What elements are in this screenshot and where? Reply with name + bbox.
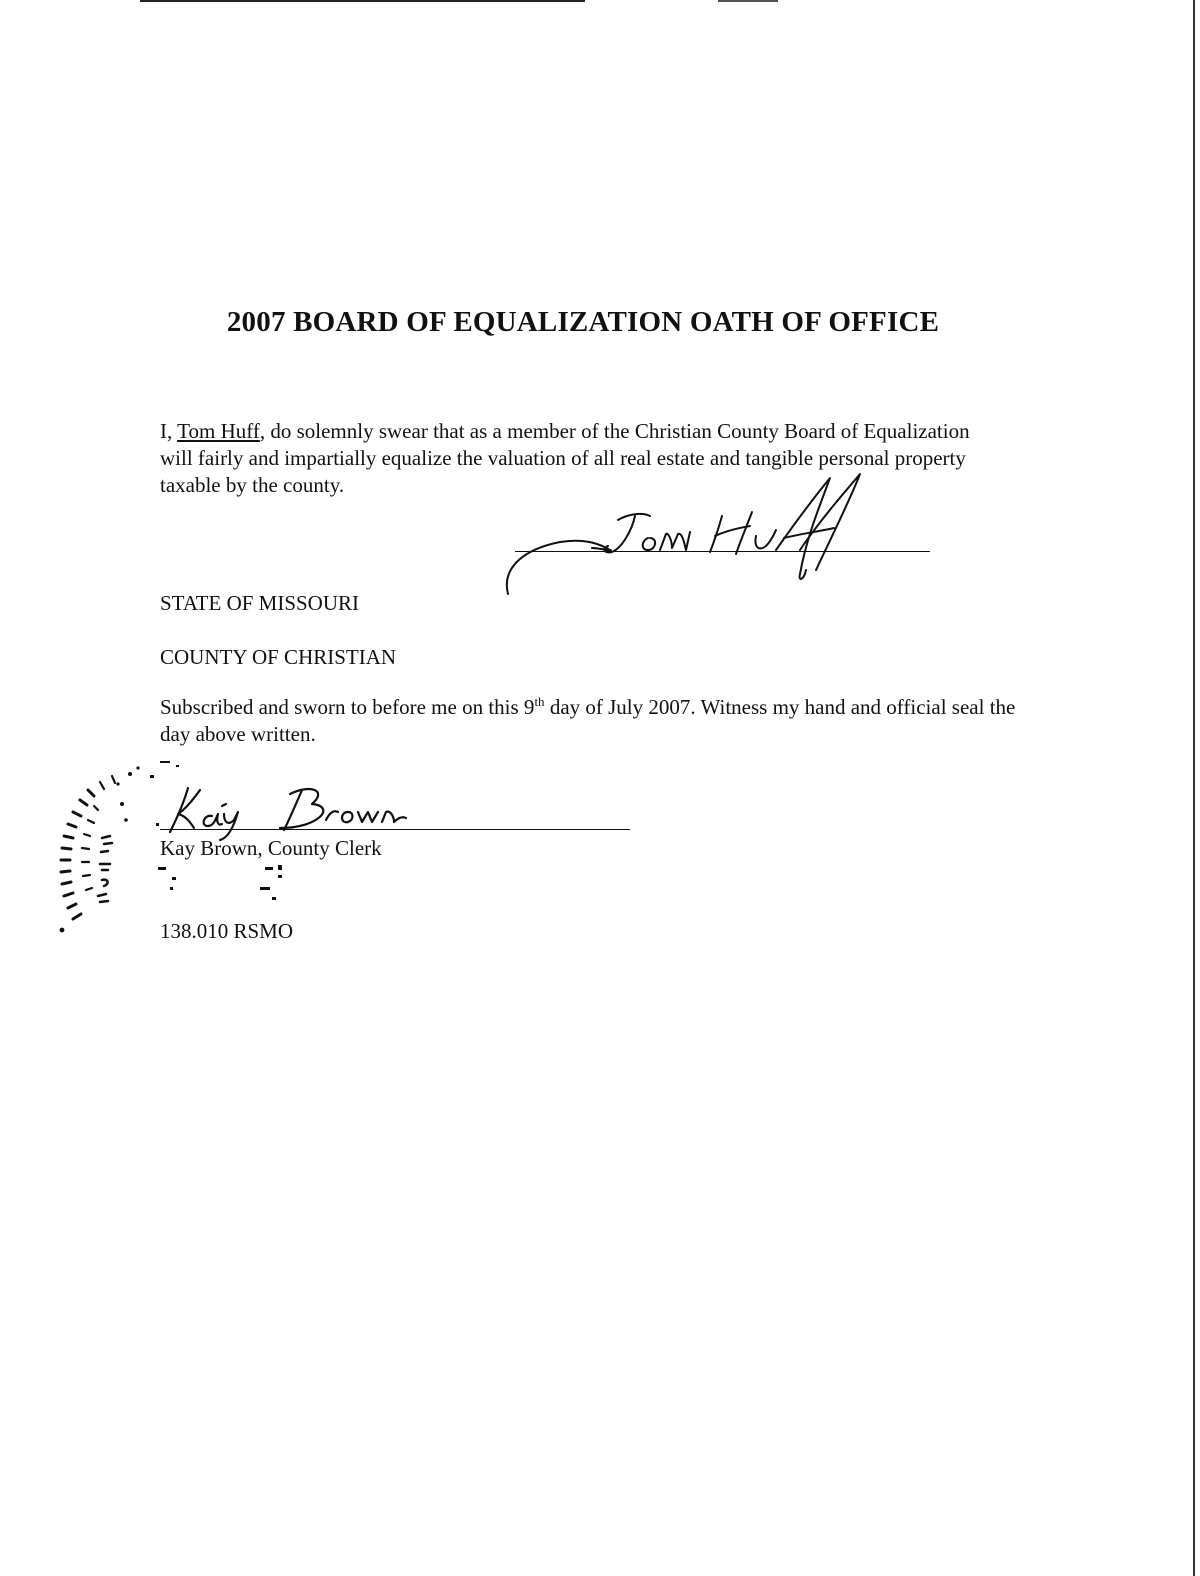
scan-edge-top-fragment xyxy=(718,0,778,2)
county-label: COUNTY OF CHRISTIAN xyxy=(160,645,397,669)
state-label: STATE OF MISSOURI xyxy=(160,591,360,615)
clerk-signature-line xyxy=(160,829,630,830)
oath-text: , do solemnly swear that as a member of the Christian County Board of Equalization will fairly and impartially equalize the valuation of all real estate and tangible personal property taxable by the county. xyxy=(160,419,970,497)
subscribed-paragraph xyxy=(160,694,1020,748)
document-title: 2007 BOARD OF EQUALIZATION OATH OF OFFICE xyxy=(226,306,940,338)
clerk-signature xyxy=(160,782,420,842)
scan-edge-right xyxy=(1193,0,1195,1576)
member-signature xyxy=(500,470,900,600)
oath-member-name: Tom Huff xyxy=(177,419,260,443)
subscribed-text-before: Subscribed and sworn to before me on this 9 xyxy=(160,695,535,719)
oath-prefix: I, xyxy=(160,419,178,443)
clerk-name-title: Kay Brown, County Clerk xyxy=(160,836,382,860)
scan-edge-top xyxy=(140,0,585,2)
subscribed-text-after: day of July 2007. Witness my hand and official seal the day above written. xyxy=(160,695,1016,746)
statute-reference: 138.010 RSMO xyxy=(160,919,294,943)
day-ordinal-suffix: th xyxy=(534,694,545,709)
member-signature-line xyxy=(515,551,930,552)
